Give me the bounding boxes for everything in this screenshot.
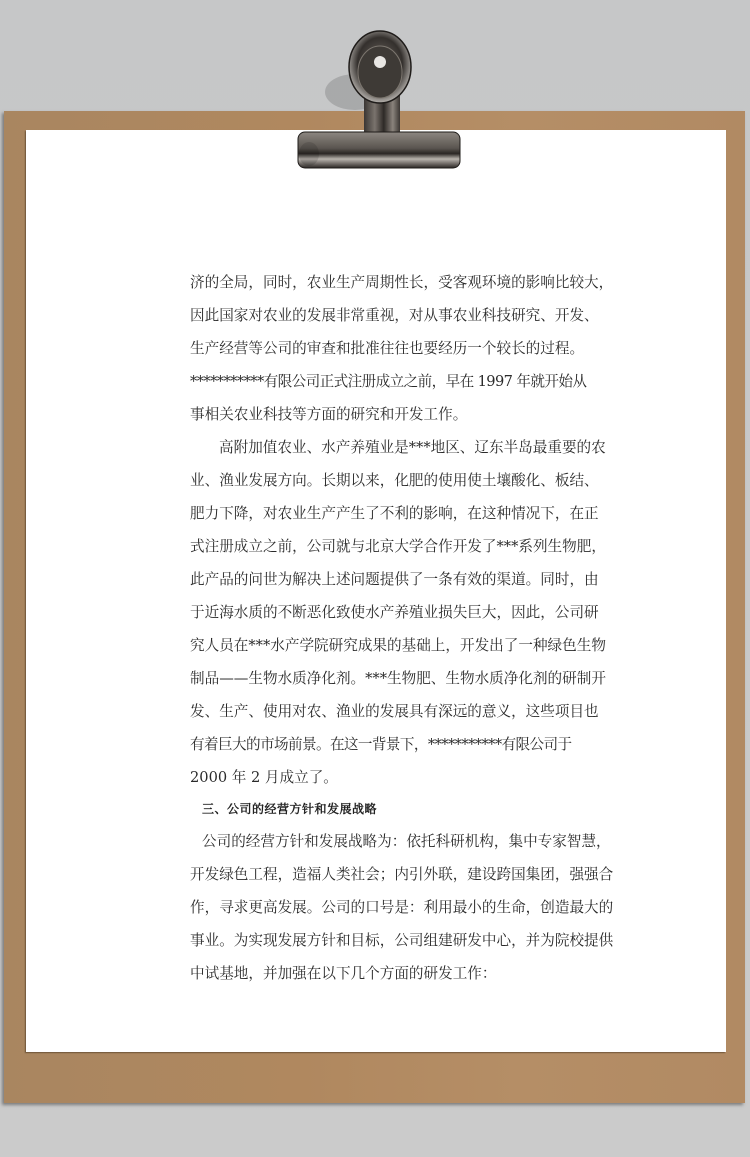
text-line: 事相关农业科技等方面的研究和开发工作。 (190, 406, 468, 423)
text-line: 公司的经营方针和发展战略为：依托科研机构，集中专家智慧， (202, 833, 611, 850)
text-line: 究人员在***水产学院研究成果的基础上，开发出了一种绿色生物 (190, 637, 606, 654)
text-line: 因此国家对农业的发展非常重视，对从事农业科技研究、开发、 (190, 307, 599, 324)
text-line: 中试基地，并加强在以下几个方面的研发工作： (190, 965, 497, 982)
text-line: 济的全局，同时，农业生产周期性长，受客观环境的影响比较大， (190, 274, 614, 291)
text-line: 事业。为实现发展方针和目标，公司组建研发中心，并为院校提供 (190, 932, 614, 949)
text-line: 肥力下降，对农业生产产生了不利的影响，在这种情况下，在正 (190, 505, 599, 522)
text-line: 发、生产、使用对农、渔业的发展具有深远的意义，这些项目也 (190, 703, 599, 720)
document-body (190, 266, 614, 990)
section-heading: 三、公司的经营方针和发展战略 (202, 802, 378, 816)
text-line: 业、渔业发展方向。长期以来，化肥的使用使土壤酸化、板结、 (190, 472, 599, 489)
text-line: 此产品的问世为解决上述问题提供了一条有效的渠道。同时，由 (190, 571, 599, 588)
text-line: 开发绿色工程，造福人类社会；内引外联，建设跨国集团，强强合 (190, 866, 614, 883)
text-line: ***********有限公司正式注册成立之前，早在 1997 年就开始从 (190, 373, 587, 390)
binder-clip-icon (285, 22, 465, 172)
text-line: 式注册成立之前，公司就与北京大学合作开发了***系列生物肥， (190, 538, 606, 555)
text-line: 于近海水质的不断恶化致使水产养殖业损失巨大，因此，公司研 (190, 604, 599, 621)
text-line: 2000 年 2 月成立了。 (190, 769, 338, 786)
text-line: 高附加值农业、水产养殖业是***地区、辽东半岛最重要的农 (219, 439, 606, 456)
text-line: 生产经营等公司的审查和批准往往也要经历一个较长的过程。 (190, 340, 585, 357)
text-line: 作，寻求更高发展。公司的口号是：利用最小的生命，创造最大的 (190, 899, 614, 916)
text-line: 制品——生物水质净化剂。***生物肥、生物水质净化剂的研制开 (190, 670, 606, 687)
text-line: 有着巨大的市场前景。在这一背景下，***********有限公司于 (190, 736, 572, 753)
